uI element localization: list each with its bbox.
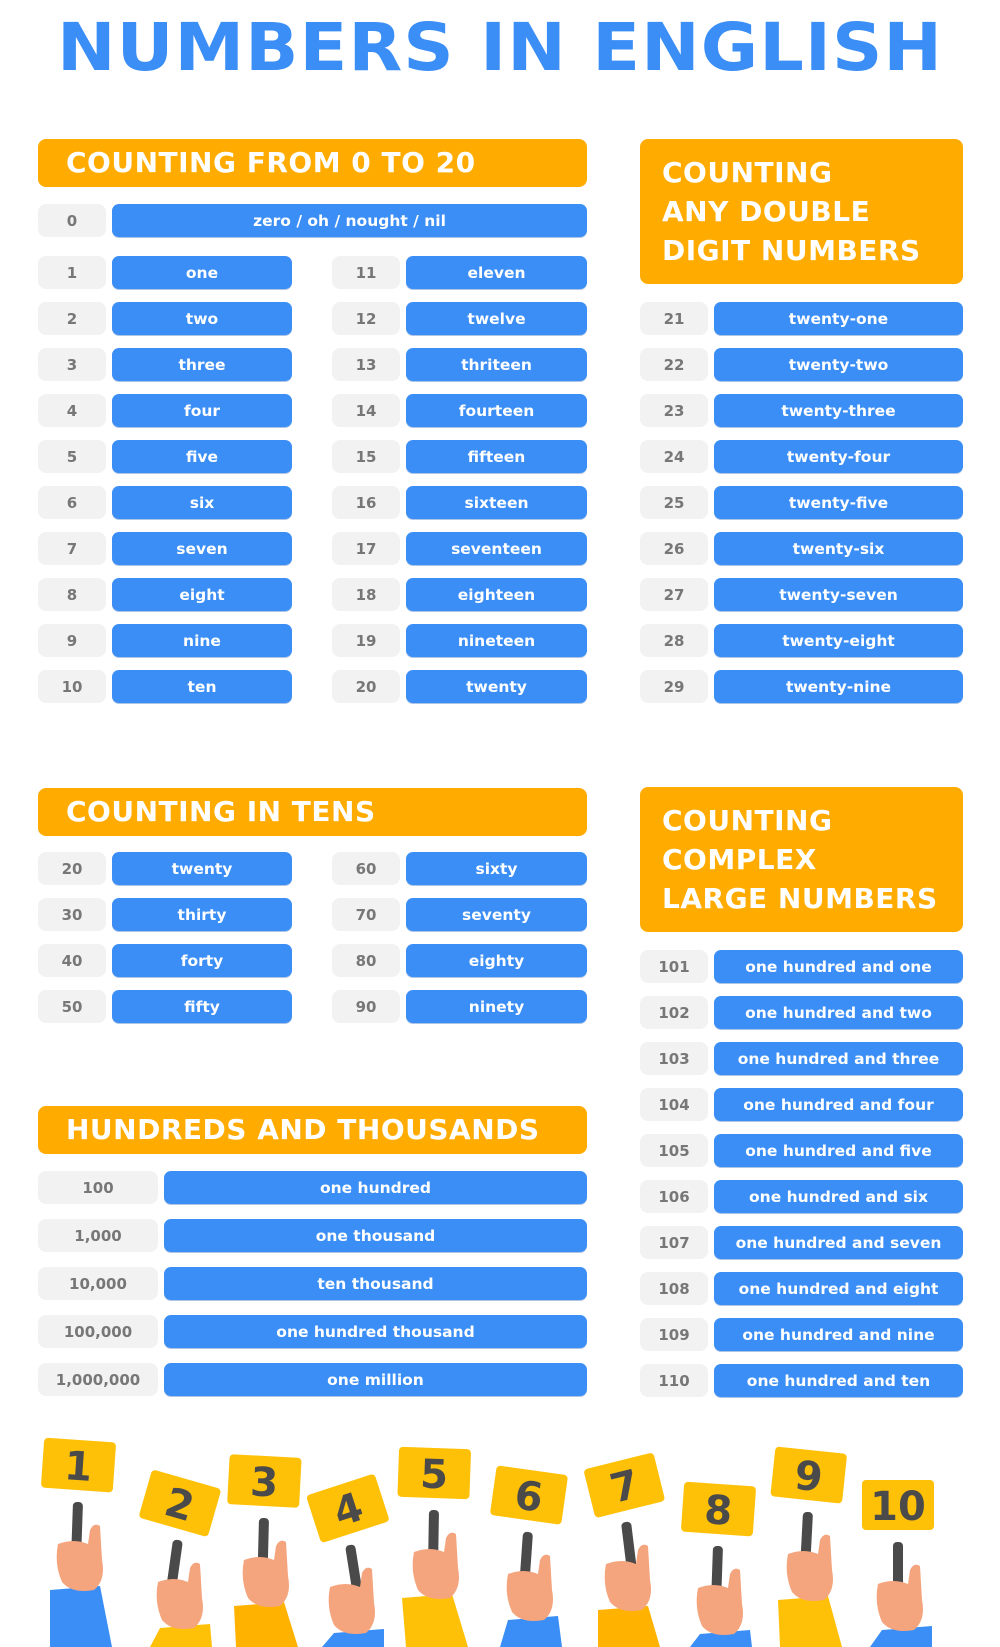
sleeve	[778, 1596, 842, 1647]
section-hundreds-thousands	[38, 1106, 587, 1154]
sign-number: 7	[605, 1461, 644, 1513]
number-word: one hundred and five	[714, 1134, 963, 1167]
section-header: HUNDREDS AND THOUSANDS	[38, 1106, 587, 1154]
number-row	[38, 578, 292, 611]
number-sign-hand	[862, 1480, 934, 1647]
number-row	[332, 394, 587, 427]
number-row	[332, 440, 587, 473]
number-row	[640, 1226, 963, 1259]
number-chip: 1	[38, 256, 106, 289]
number-sign-hand	[490, 1465, 568, 1647]
header-line: COMPLEX	[662, 843, 817, 876]
section-counting-0-20	[38, 139, 587, 187]
number-chip: 20	[38, 852, 106, 885]
number-word: thirty	[112, 898, 292, 931]
number-chip: 23	[640, 394, 708, 427]
number-chip: 10,000	[38, 1267, 158, 1300]
number-sign-hand	[227, 1454, 302, 1647]
number-row	[38, 624, 292, 657]
number-row	[38, 302, 292, 335]
number-row	[640, 624, 963, 657]
number-row	[332, 578, 587, 611]
number-row	[38, 1219, 587, 1252]
sleeve	[50, 1586, 112, 1647]
number-chip: 80	[332, 944, 400, 977]
number-row	[640, 1088, 963, 1121]
sign-number: 2	[159, 1479, 200, 1532]
number-word: sixteen	[406, 486, 587, 519]
number-row	[332, 302, 587, 335]
number-word: eight	[112, 578, 292, 611]
number-chip: 5	[38, 440, 106, 473]
number-word: one hundred	[164, 1171, 587, 1204]
number-chip: 105	[640, 1134, 708, 1167]
sleeve	[402, 1594, 468, 1647]
number-row	[38, 394, 292, 427]
number-chip: 1,000,000	[38, 1363, 158, 1396]
number-word: one hundred and eight	[714, 1272, 963, 1305]
number-word: three	[112, 348, 292, 381]
number-chip: 24	[640, 440, 708, 473]
section-counting-in-tens	[38, 788, 587, 836]
number-word: nineteen	[406, 624, 587, 657]
number-row	[640, 1042, 963, 1075]
number-word: one hundred and seven	[714, 1226, 963, 1259]
section-header	[640, 787, 963, 932]
number-sign-hand	[306, 1473, 390, 1647]
number-chip: 110	[640, 1364, 708, 1397]
number-chip: 107	[640, 1226, 708, 1259]
number-row	[38, 898, 292, 931]
number-chip: 28	[640, 624, 708, 657]
number-word: twelve	[406, 302, 587, 335]
number-word: seventeen	[406, 532, 587, 565]
number-row	[332, 990, 587, 1023]
number-chip: 20	[332, 670, 400, 703]
sign-number: 1	[62, 1443, 94, 1491]
number-word: five	[112, 440, 292, 473]
number-chip: 90	[332, 990, 400, 1023]
number-row	[640, 394, 963, 427]
number-row	[640, 302, 963, 335]
number-row	[38, 852, 292, 885]
number-chip: 102	[640, 996, 708, 1029]
number-row	[38, 670, 292, 703]
number-row	[332, 348, 587, 381]
number-sign-hand	[138, 1469, 221, 1647]
number-row	[38, 1315, 587, 1348]
number-sign-hand	[397, 1447, 471, 1647]
number-chip: 10	[38, 670, 106, 703]
number-row	[38, 348, 292, 381]
number-chip: 8	[38, 578, 106, 611]
number-word: twenty	[406, 670, 587, 703]
number-row	[332, 256, 587, 289]
number-row	[332, 944, 587, 977]
number-chip: 16	[332, 486, 400, 519]
number-chip: 0	[38, 204, 106, 237]
number-chip: 40	[38, 944, 106, 977]
number-row	[640, 670, 963, 703]
number-row	[38, 1363, 587, 1396]
number-word: one hundred and four	[714, 1088, 963, 1121]
number-row	[640, 348, 963, 381]
number-word: twenty-four	[714, 440, 963, 473]
number-word: ninety	[406, 990, 587, 1023]
hands-holding-number-signs-illustration	[0, 1420, 1000, 1647]
number-word: nine	[112, 624, 292, 657]
number-word: ten	[112, 670, 292, 703]
sign-number: 5	[419, 1451, 449, 1499]
header-line: LARGE NUMBERS	[662, 882, 938, 915]
number-row	[38, 1171, 587, 1204]
number-chip: 14	[332, 394, 400, 427]
number-word: one hundred and ten	[714, 1364, 963, 1397]
number-chip: 3	[38, 348, 106, 381]
number-word: one hundred and one	[714, 950, 963, 983]
number-sign-hand	[583, 1452, 665, 1647]
header-line: ANY DOUBLE	[662, 195, 871, 228]
number-word: twenty-seven	[714, 578, 963, 611]
number-row	[38, 486, 292, 519]
number-chip: 15	[332, 440, 400, 473]
number-word: two	[112, 302, 292, 335]
number-row	[640, 578, 963, 611]
number-row-zero	[38, 204, 587, 237]
number-chip: 106	[640, 1180, 708, 1213]
sign-number: 4	[328, 1484, 369, 1537]
number-word: one	[112, 256, 292, 289]
number-word: eighteen	[406, 578, 587, 611]
number-word: one hundred and nine	[714, 1318, 963, 1351]
number-word: six	[112, 486, 292, 519]
number-row	[38, 944, 292, 977]
number-row	[38, 256, 292, 289]
number-chip: 1,000	[38, 1219, 158, 1252]
number-row	[640, 532, 963, 565]
section-double-digit	[640, 139, 963, 284]
header-line: DIGIT NUMBERS	[662, 234, 921, 267]
number-row	[332, 670, 587, 703]
sign-number: 3	[249, 1459, 280, 1507]
number-chip: 9	[38, 624, 106, 657]
number-chip: 104	[640, 1088, 708, 1121]
number-row	[640, 440, 963, 473]
number-chip: 30	[38, 898, 106, 931]
number-word: eleven	[406, 256, 587, 289]
number-row	[640, 1180, 963, 1213]
number-chip: 108	[640, 1272, 708, 1305]
number-chip: 60	[332, 852, 400, 885]
sleeve	[598, 1606, 660, 1647]
number-chip: 17	[332, 532, 400, 565]
number-row	[38, 990, 292, 1023]
number-sign-hand	[681, 1482, 756, 1647]
section-header: COUNTING FROM 0 TO 20	[38, 139, 587, 187]
number-row	[332, 532, 587, 565]
number-chip: 100,000	[38, 1315, 158, 1348]
number-row	[38, 532, 292, 565]
number-word: one hundred and six	[714, 1180, 963, 1213]
number-chip: 13	[332, 348, 400, 381]
number-row	[332, 624, 587, 657]
number-chip: 70	[332, 898, 400, 931]
page-title: NUMBERS IN ENGLISH	[56, 9, 944, 86]
number-row	[640, 950, 963, 983]
number-word: one hundred thousand	[164, 1315, 587, 1348]
number-row	[38, 440, 292, 473]
number-chip: 18	[332, 578, 400, 611]
number-chip: 50	[38, 990, 106, 1023]
sign-number: 10	[870, 1484, 926, 1530]
sign-number: 6	[511, 1472, 546, 1522]
number-row	[332, 852, 587, 885]
number-word: ten thousand	[164, 1267, 587, 1300]
number-word: twenty	[112, 852, 292, 885]
section-header: COUNTING IN TENS	[38, 788, 587, 836]
number-row	[640, 1272, 963, 1305]
number-word: twenty-two	[714, 348, 963, 381]
number-sign-hand	[770, 1446, 847, 1647]
number-word: twenty-six	[714, 532, 963, 565]
number-word: twenty-eight	[714, 624, 963, 657]
number-chip: 109	[640, 1318, 708, 1351]
number-word: one hundred and two	[714, 996, 963, 1029]
section-header	[640, 139, 963, 284]
number-row	[640, 1364, 963, 1397]
number-word: four	[112, 394, 292, 427]
sign-number: 9	[792, 1452, 825, 1502]
number-chip: 100	[38, 1171, 158, 1204]
header-line: COUNTING	[662, 156, 833, 189]
number-chip: 101	[640, 950, 708, 983]
number-chip: 25	[640, 486, 708, 519]
number-chip: 19	[332, 624, 400, 657]
number-word: seven	[112, 532, 292, 565]
number-chip: 22	[640, 348, 708, 381]
number-word: twenty-three	[714, 394, 963, 427]
number-row	[640, 1134, 963, 1167]
number-sign-hand	[41, 1438, 116, 1647]
number-row	[38, 1267, 587, 1300]
number-word: one thousand	[164, 1219, 587, 1252]
number-word: one hundred and three	[714, 1042, 963, 1075]
number-row	[640, 1318, 963, 1351]
number-word: twenty-nine	[714, 670, 963, 703]
number-row	[332, 486, 587, 519]
number-word: fourteen	[406, 394, 587, 427]
number-chip: 2	[38, 302, 106, 335]
number-chip: 12	[332, 302, 400, 335]
number-word: zero / oh / nought / nil	[112, 204, 587, 237]
number-chip: 7	[38, 532, 106, 565]
sign-number: 8	[702, 1487, 734, 1535]
number-word: twenty-one	[714, 302, 963, 335]
sleeve	[234, 1602, 298, 1647]
number-chip: 29	[640, 670, 708, 703]
number-word: fifteen	[406, 440, 587, 473]
number-chip: 26	[640, 532, 708, 565]
number-chip: 4	[38, 394, 106, 427]
number-word: forty	[112, 944, 292, 977]
section-complex-large	[640, 787, 963, 932]
number-word: one million	[164, 1363, 587, 1396]
number-chip: 27	[640, 578, 708, 611]
number-chip: 21	[640, 302, 708, 335]
number-row	[640, 996, 963, 1029]
number-chip: 11	[332, 256, 400, 289]
number-word: eighty	[406, 944, 587, 977]
number-row	[332, 898, 587, 931]
number-word: sixty	[406, 852, 587, 885]
header-line: COUNTING	[662, 804, 833, 837]
number-chip: 103	[640, 1042, 708, 1075]
hand	[157, 1563, 203, 1629]
number-word: fifty	[112, 990, 292, 1023]
number-word: twenty-five	[714, 486, 963, 519]
number-word: thriteen	[406, 348, 587, 381]
number-chip: 6	[38, 486, 106, 519]
number-word: seventy	[406, 898, 587, 931]
number-row	[640, 486, 963, 519]
